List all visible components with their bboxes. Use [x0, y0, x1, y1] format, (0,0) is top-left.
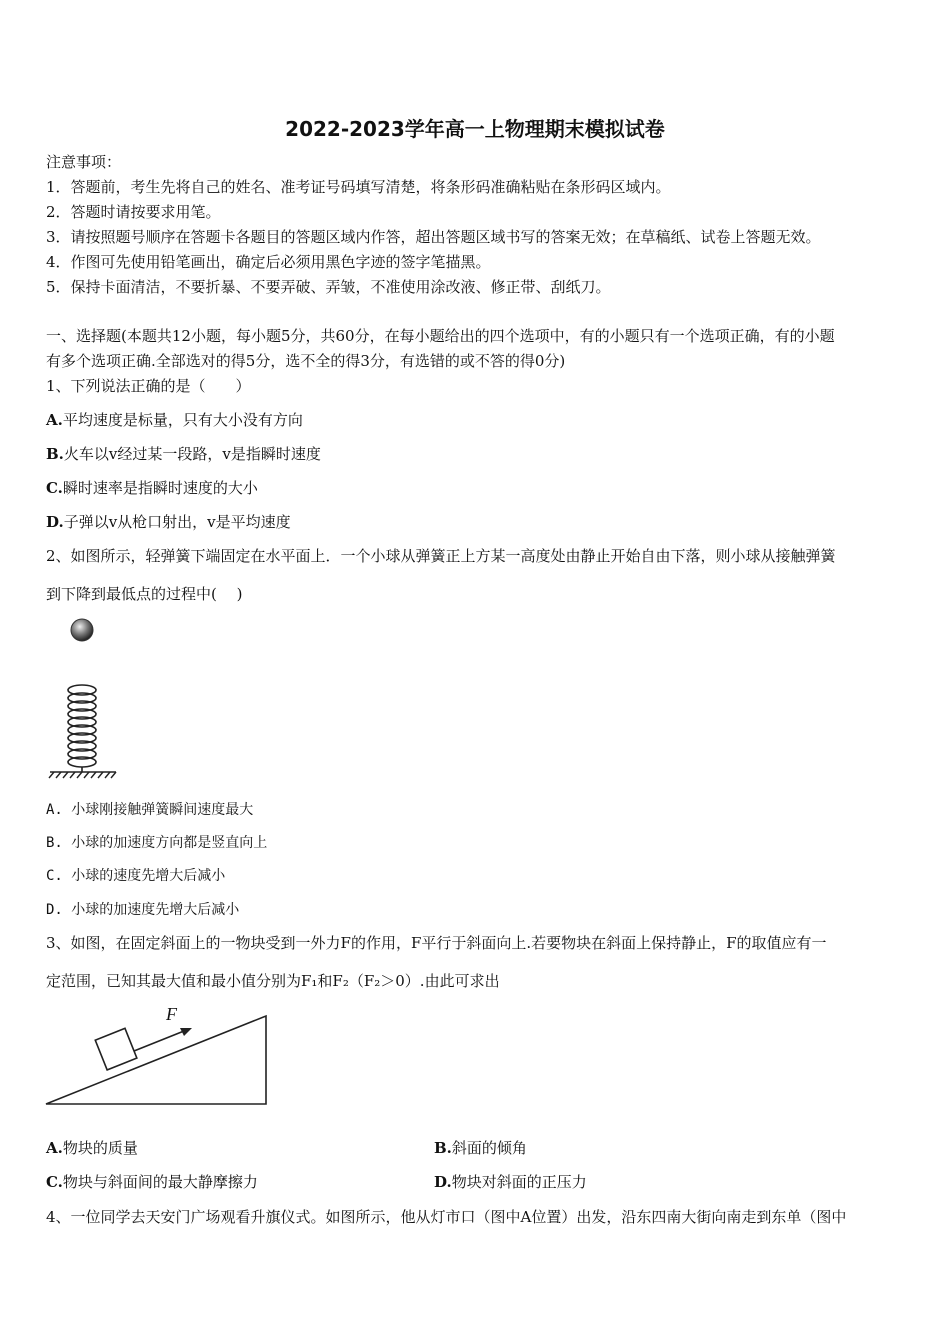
option-text: 火车以v经过某一段路，v是指瞬时速度 — [63, 445, 321, 463]
q3-option-c — [46, 1172, 426, 1192]
q1-option-a — [46, 410, 910, 430]
ground-icon — [49, 772, 116, 778]
q2-option-b: B. 小球的加速度方向都是竖直向上 — [46, 835, 268, 851]
block-icon — [95, 1028, 137, 1070]
option-label: D. — [46, 513, 64, 531]
q3-option-b — [434, 1138, 910, 1158]
option-label: C. — [46, 479, 63, 497]
q2-option-d: D. 小球的加速度先增大后减小 — [46, 902, 240, 918]
option-text: 物块对斜面的正压力 — [451, 1173, 587, 1191]
incline-icon — [46, 1016, 266, 1104]
force-arrow-icon — [134, 1028, 192, 1051]
option-label: A. — [46, 411, 63, 429]
question-4-stem: 4、一位同学去天安门广场观看升旗仪式。如图所示，他从灯市口（图中A位置）出发，沿东四南大街向南走到东单（图中 — [46, 1208, 847, 1226]
q1-option-c — [46, 478, 910, 498]
section-instructions: 一、选择题(本题共12小题，每小题5分，共60分，在每小题给出的四个选项中，有的小题只有一个选项正确，有的小题 — [46, 327, 835, 345]
question-2-stem: 到下降到最低点的过程中( ) — [46, 585, 243, 603]
q1-option-d — [46, 512, 910, 532]
notice-item: 3．请按照题号顺序在答题卡各题目的答题区域内作答，超出答题区域书写的答案无效；在草稿纸、试卷上答题无效。 — [46, 228, 821, 246]
option-text: 物块的质量 — [62, 1139, 138, 1157]
q1-option-b — [46, 444, 910, 464]
notice-heading: 注意事项： — [46, 153, 122, 171]
option-text: 物块与斜面间的最大静摩擦力 — [62, 1173, 258, 1191]
incline-figure — [44, 998, 272, 1110]
spring-ball-figure — [44, 612, 124, 784]
option-label: B. — [46, 445, 64, 463]
option-label: C. — [46, 1173, 63, 1191]
q3-option-a — [46, 1138, 426, 1158]
section-instructions: 有多个选项正确.全部选对的得5分，选不全的得3分，有选错的或不答的得0分) — [46, 352, 566, 370]
notice-item: 5．保持卡面清洁，不要折暴、不要弄破、弄皱，不准使用涂改液、修正带、刮纸刀。 — [46, 278, 611, 296]
option-text: 平均速度是标量，只有大小没有方向 — [62, 411, 303, 429]
option-label: A. — [46, 1139, 63, 1157]
option-label: B. — [434, 1139, 452, 1157]
spring-icon — [68, 685, 96, 772]
option-text: 瞬时速率是指瞬时速度的大小 — [62, 479, 258, 497]
q2-option-a: A. 小球刚接触弹簧瞬间速度最大 — [46, 802, 254, 818]
ball-icon — [71, 619, 93, 641]
q2-option-c: C. 小球的速度先增大后减小 — [46, 868, 226, 884]
option-text: 斜面的倾角 — [451, 1139, 527, 1157]
notice-item: 2．答题时请按要求用笔。 — [46, 203, 221, 221]
q3-option-d — [434, 1172, 910, 1192]
notice-item: 4．作图可先使用铅笔画出，确定后必须用黑色字迹的签字笔描黑。 — [46, 253, 491, 271]
notice-item: 1．答题前，考生先将自己的姓名、准考证号码填写清楚，将条形码准确粘贴在条形码区域内。 — [46, 178, 671, 196]
option-label: D. — [434, 1173, 452, 1191]
question-1-stem: 1、下列说法正确的是（ ） — [46, 377, 251, 395]
question-2-stem: 2、如图所示，轻弹簧下端固定在水平面上．一个小球从弹簧正上方某一高度处由静止开始自由下落，则小球从接触弹簧 — [46, 547, 836, 565]
page-title: 2022-2023学年高一上物理期末模拟试卷 — [285, 117, 665, 141]
question-3-stem: 定范围，已知其最大值和最小值分别为F₁和F₂（F₂＞0）.由此可求出 — [46, 972, 500, 990]
question-3-stem: 3、如图，在固定斜面上的一物块受到一外力F的作用，F平行于斜面向上.若要物块在斜面上保持静止，F的取值应有一 — [46, 934, 827, 952]
force-label: F — [166, 1004, 177, 1024]
option-text: 子弹以v从枪口射出，v是平均速度 — [63, 513, 291, 531]
